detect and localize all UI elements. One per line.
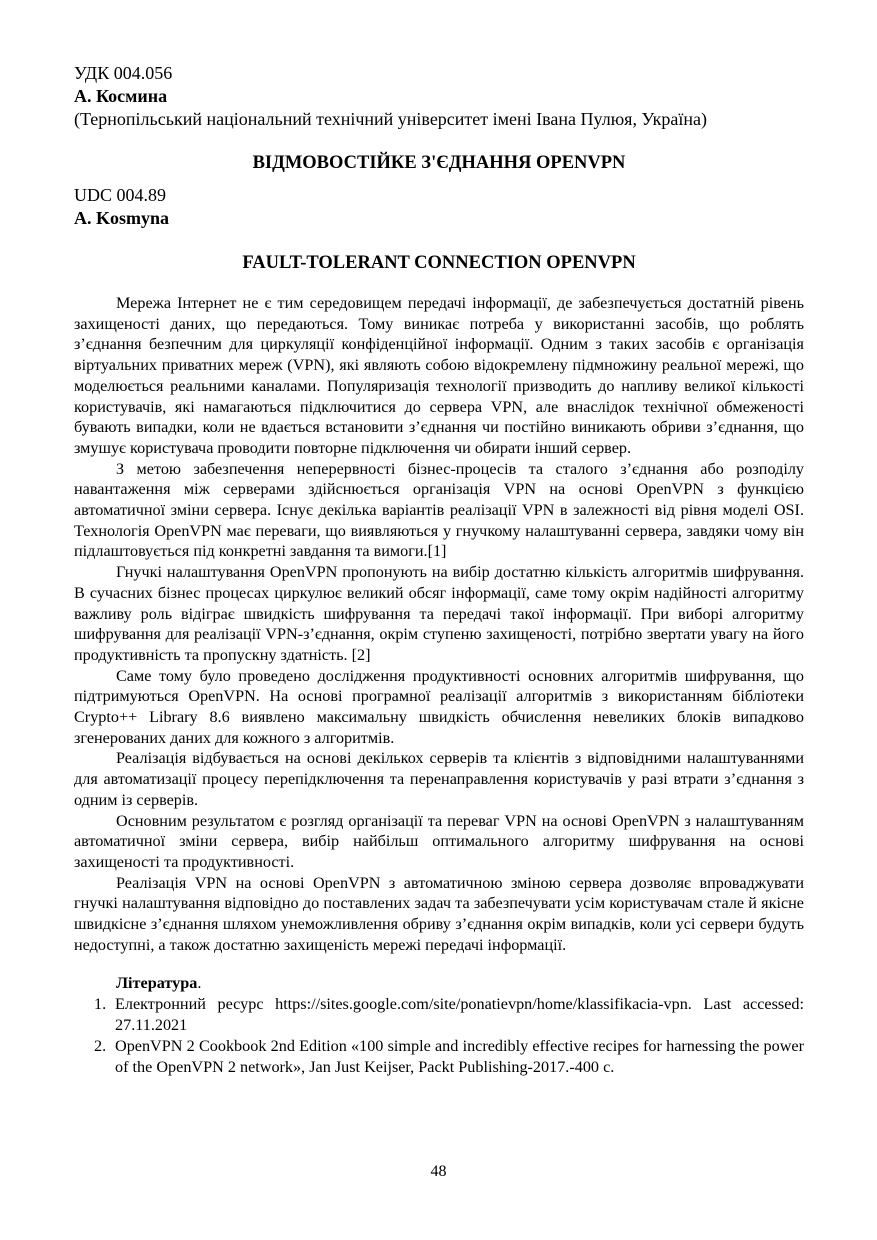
- body-text: [74, 293, 804, 956]
- paper-page: [74, 62, 804, 1078]
- reference-number: 2.: [94, 1036, 107, 1055]
- reference-item: [74, 1036, 804, 1078]
- paragraph: Саме тому було проведено дослідження продуктивності основних алгоритмів шифрування, що підтримуються OpenVPN. На основі програмної реалізації алгоритмів з використанням бібліотеки Crypto++ Library 8.6 виявлено максимальну швидкість обчислення невеликих блоків випадково згенерованих даних для кожного з алгоритмів.: [74, 666, 804, 747]
- paragraph: З метою забезпечення неперервності бізнес-процесів та сталого з’єднання або розподілу навантаження між серверами здійснюється організація VPN на основі OpenVPN з функцією автоматичної зміни сервера. Існує декілька варіантів реалізації VPN в залежності від рівня моделі OSI. Технологія OpenVPN має переваги, що виявляються у гнучкому налаштуванні сервера, завдяки чому він підлаштовується під конкретні завдання та вимоги.[1]: [74, 459, 804, 561]
- references-heading-text: Література: [116, 973, 198, 992]
- affiliation-ua: (Тернопільський національний технічний університет імені Івана Пулюя, Україна): [74, 109, 707, 129]
- reference-text: Електронний ресурс https://sites.google.com/site/ponatievpn/home/klassifikacia-vpn. Last accessed: 27.11.2021: [115, 994, 804, 1034]
- references-heading: [74, 973, 804, 994]
- paragraph: Реалізація відбувається на основі декількох серверів та клієнтів з відповідними налаштуваннями для автоматизації процесу перепідключення та перенаправлення користувачів у разі втрати з’єднання з одним із серверів.: [74, 749, 804, 809]
- udc-ua: УДК 004.056: [74, 63, 173, 83]
- udc-en: UDC 004.89: [74, 185, 167, 205]
- page-number: 48: [430, 1163, 447, 1180]
- references-heading-suffix: .: [197, 973, 202, 992]
- author-ua: А. Космина: [74, 86, 168, 106]
- reference-number: 1.: [94, 994, 107, 1013]
- paragraph: Мережа Інтернет не є тим середовищем передачі інформації, де забезпечується достатній рівень захищеності даних, що передаються. Тому виникає потреба у використанні засобів, що роблять з’єднання безпечним для циркуляції конфіденційної інформації. Одним з таких засобів є організація віртуальних приватних мереж (VPN), які являють собою відокремлену підмножину реальної мережі, що моделюється реальними каналами. Популяризація технології призводить до напливу великої кількості користувачів, які намагаються підключитися до сервера VPN, але внаслідок технічної обмеженості бувають випадки, коли не вдається встановити з’єднання чи постійно виникають обриви з’єднання, що змушує користувача проводити повторне підключення чи обирати інший сервер.: [74, 294, 804, 457]
- title-ua: ВІДМОВОСТІЙКЕ З'ЄДНАННЯ OPENVPN: [252, 153, 626, 173]
- author-en: A. Kosmyna: [74, 208, 170, 228]
- references-list: [74, 994, 804, 1078]
- reference-text: OpenVPN 2 Cookbook 2nd Edition «100 simple and incredibly effective recipes for harnessing the power of the OpenVPN 2 network», Jan Just Keijser, Packt Publishing-2017.-400 с.: [115, 1036, 804, 1076]
- references-section: [74, 973, 804, 1078]
- reference-item: [74, 994, 804, 1036]
- paragraph: Основним результатом є розгляд організації та переваг VPN на основі OpenVPN з налаштуванням автоматичної зміни сервера, вибір найбільш оптимального алгоритму шифрування на основі захищеності та продуктивності.: [74, 811, 804, 871]
- paragraph: Гнучкі налаштування OpenVPN пропонують на вибір достатню кількість алгоритмів шифрування. В сучасних бізнес процесах циркулює великий обсяг інформації, саме тому окрім надійності алгоритму важливу роль відіграє швидкість шифрування та передачі такої інформації. При виборі алгоритму шифрування для реалізації VPN-з’єднання, окрім ступеню захищеності, потрібно звертати увагу на його продуктивність та пропускну здатність. [2]: [74, 563, 804, 664]
- title-en: FAULT-TOLERANT CONNECTION OPENVPN: [242, 253, 636, 273]
- paragraph: Реалізація VPN на основі OpenVPN з автоматичною зміною сервера дозволяє впроваджувати гнучкі налаштування відповідно до поставлених задач та забезпечувати усім користувачам стале й якісне швидкісне з’єднання шляхом унеможливлення обриву з’єднання окрім випадків, коли усі сервери будуть недоступні, а також достатню захищеність мережі передачі інформації.: [74, 873, 804, 954]
